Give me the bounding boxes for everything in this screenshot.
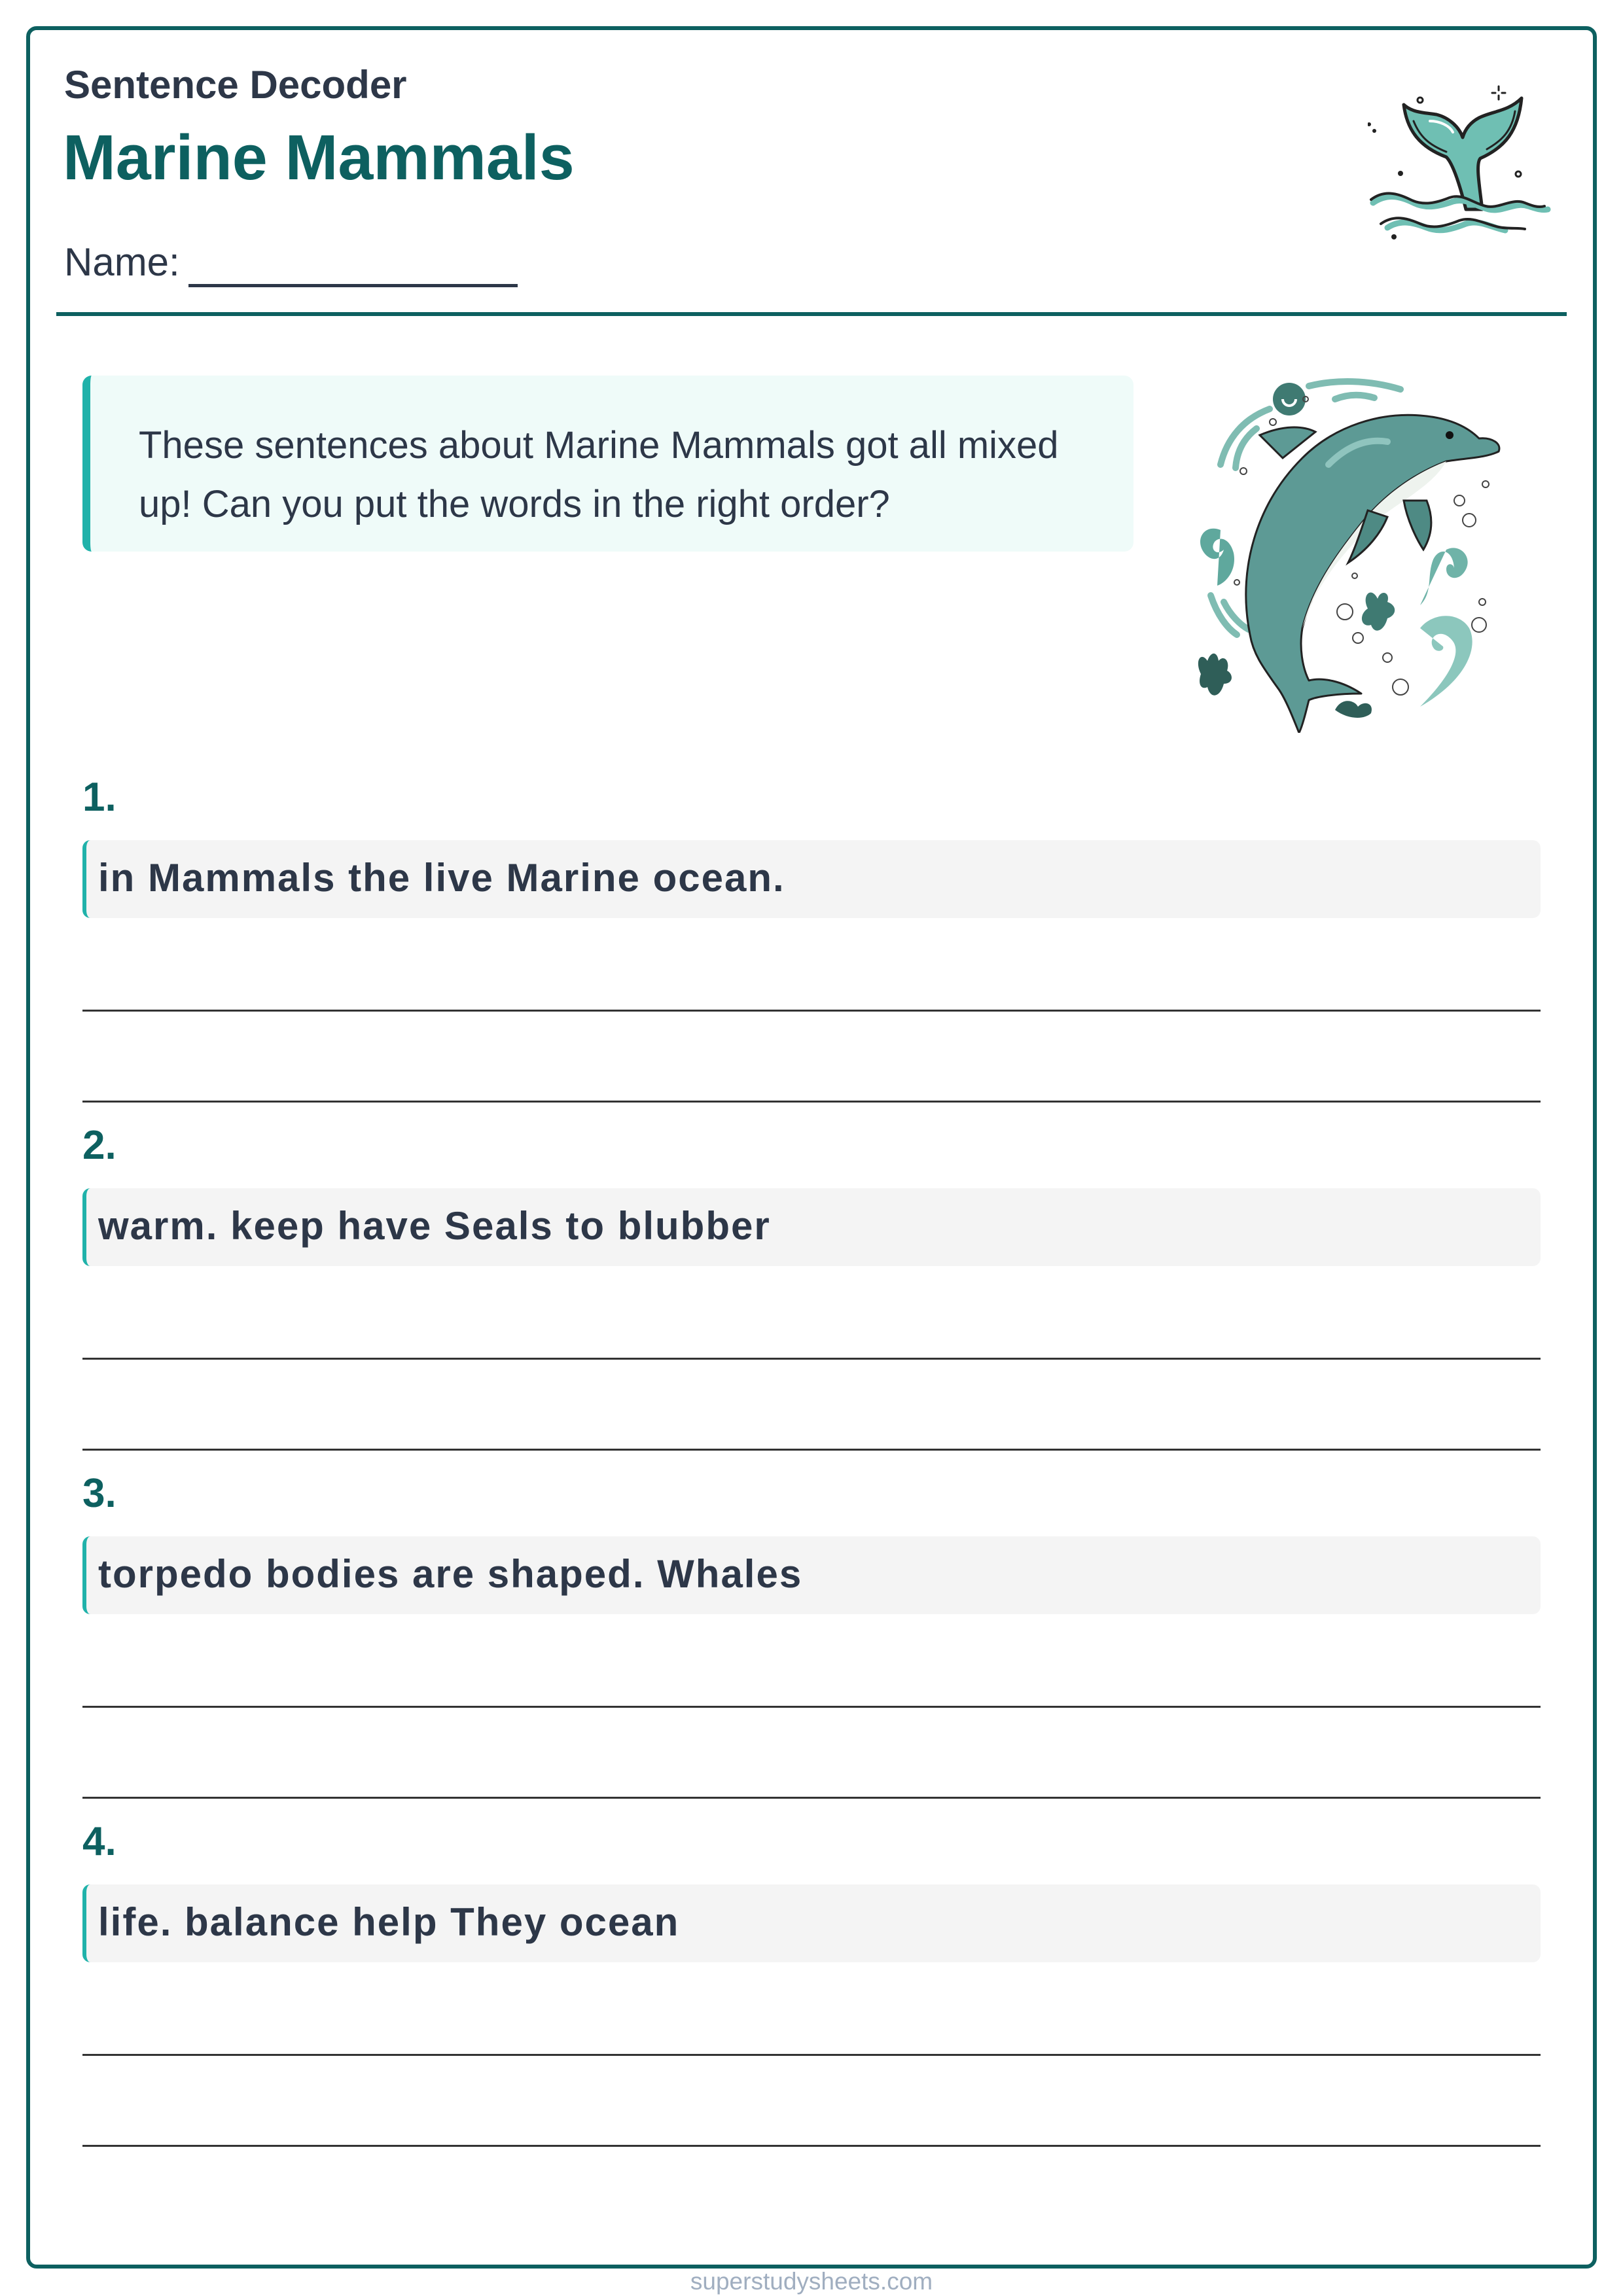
scrambled-sentence: warm. keep have Seals to blubber xyxy=(98,1204,771,1248)
scrambled-sentence: life. balance help They ocean xyxy=(98,1900,680,1944)
name-label: Name: xyxy=(64,240,180,284)
answer-line[interactable] xyxy=(82,2145,1541,2147)
whale-tail-icon xyxy=(1368,85,1558,255)
dolphin-illustration xyxy=(1171,353,1538,733)
instructions-text: These sentences about Marine Mammals got all mixed up! Can you put the words in the right order? xyxy=(139,424,1059,525)
answer-line[interactable] xyxy=(82,1449,1541,1451)
scrambled-sentence-box xyxy=(82,1884,1541,1962)
answer-line[interactable] xyxy=(82,1797,1541,1799)
scrambled-sentence: in Mammals the live Marine ocean. xyxy=(98,856,785,900)
name-field[interactable] xyxy=(188,284,518,287)
instructions-box xyxy=(82,376,1133,552)
footer-website: superstudysheets.com xyxy=(690,2268,933,2295)
worksheet-type: Sentence Decoder xyxy=(64,63,407,107)
answer-line[interactable] xyxy=(82,1101,1541,1103)
question-number: 2. xyxy=(82,1123,116,1168)
question-number: 4. xyxy=(82,1819,116,1864)
answer-line[interactable] xyxy=(82,2054,1541,2056)
answer-line[interactable] xyxy=(82,1358,1541,1360)
scrambled-sentence-box xyxy=(82,840,1541,918)
question-number: 3. xyxy=(82,1471,116,1516)
question-number: 1. xyxy=(82,775,116,820)
scrambled-sentence: torpedo bodies are shaped. Whales xyxy=(98,1552,803,1596)
scrambled-sentence-box xyxy=(82,1188,1541,1266)
answer-line[interactable] xyxy=(82,1010,1541,1012)
header-divider xyxy=(56,312,1567,316)
scrambled-sentence-box xyxy=(82,1536,1541,1614)
page-title: Marine Mammals xyxy=(63,122,575,193)
answer-line[interactable] xyxy=(82,1706,1541,1708)
